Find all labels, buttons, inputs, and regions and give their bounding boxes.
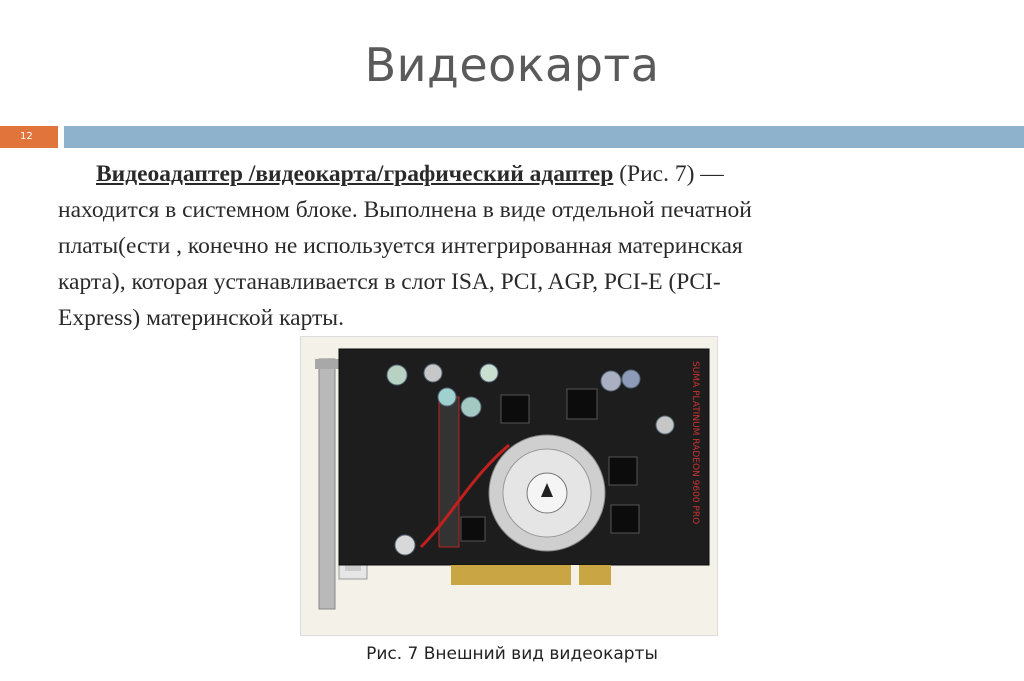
board-label: SUMA PLATINUM RADEON 9600 PRO [690, 361, 700, 525]
slide-title: Видеокарта [364, 38, 660, 92]
paragraph-line-2: находится в системном блоке. Выполнена в виде отдельной печатной [58, 197, 752, 223]
body-paragraph [58, 156, 958, 336]
graphics-card-illustration [301, 337, 717, 635]
paragraph-line-3: платы(ести , конечно не используется интегрированная материнская [58, 233, 743, 259]
slide-number: 12 [0, 126, 58, 148]
title-divider [0, 126, 1024, 148]
paragraph-line-1 [58, 156, 958, 192]
term-heading: Видеоадаптер /видеокарта/графический адаптер [96, 161, 614, 187]
figure-reference: (Рис. 7) — [613, 161, 724, 187]
paragraph-line-5: Express) материнской карты. [58, 305, 344, 331]
figure-caption: Рис. 7 Внешний вид видеокарты [366, 644, 658, 664]
graphics-card-photo [300, 336, 718, 636]
divider-bar [64, 126, 1024, 148]
paragraph-line-4: карта), которая устанавливается в слот ISA, PCI, AGP, PCI-E (PCI- [58, 269, 721, 295]
